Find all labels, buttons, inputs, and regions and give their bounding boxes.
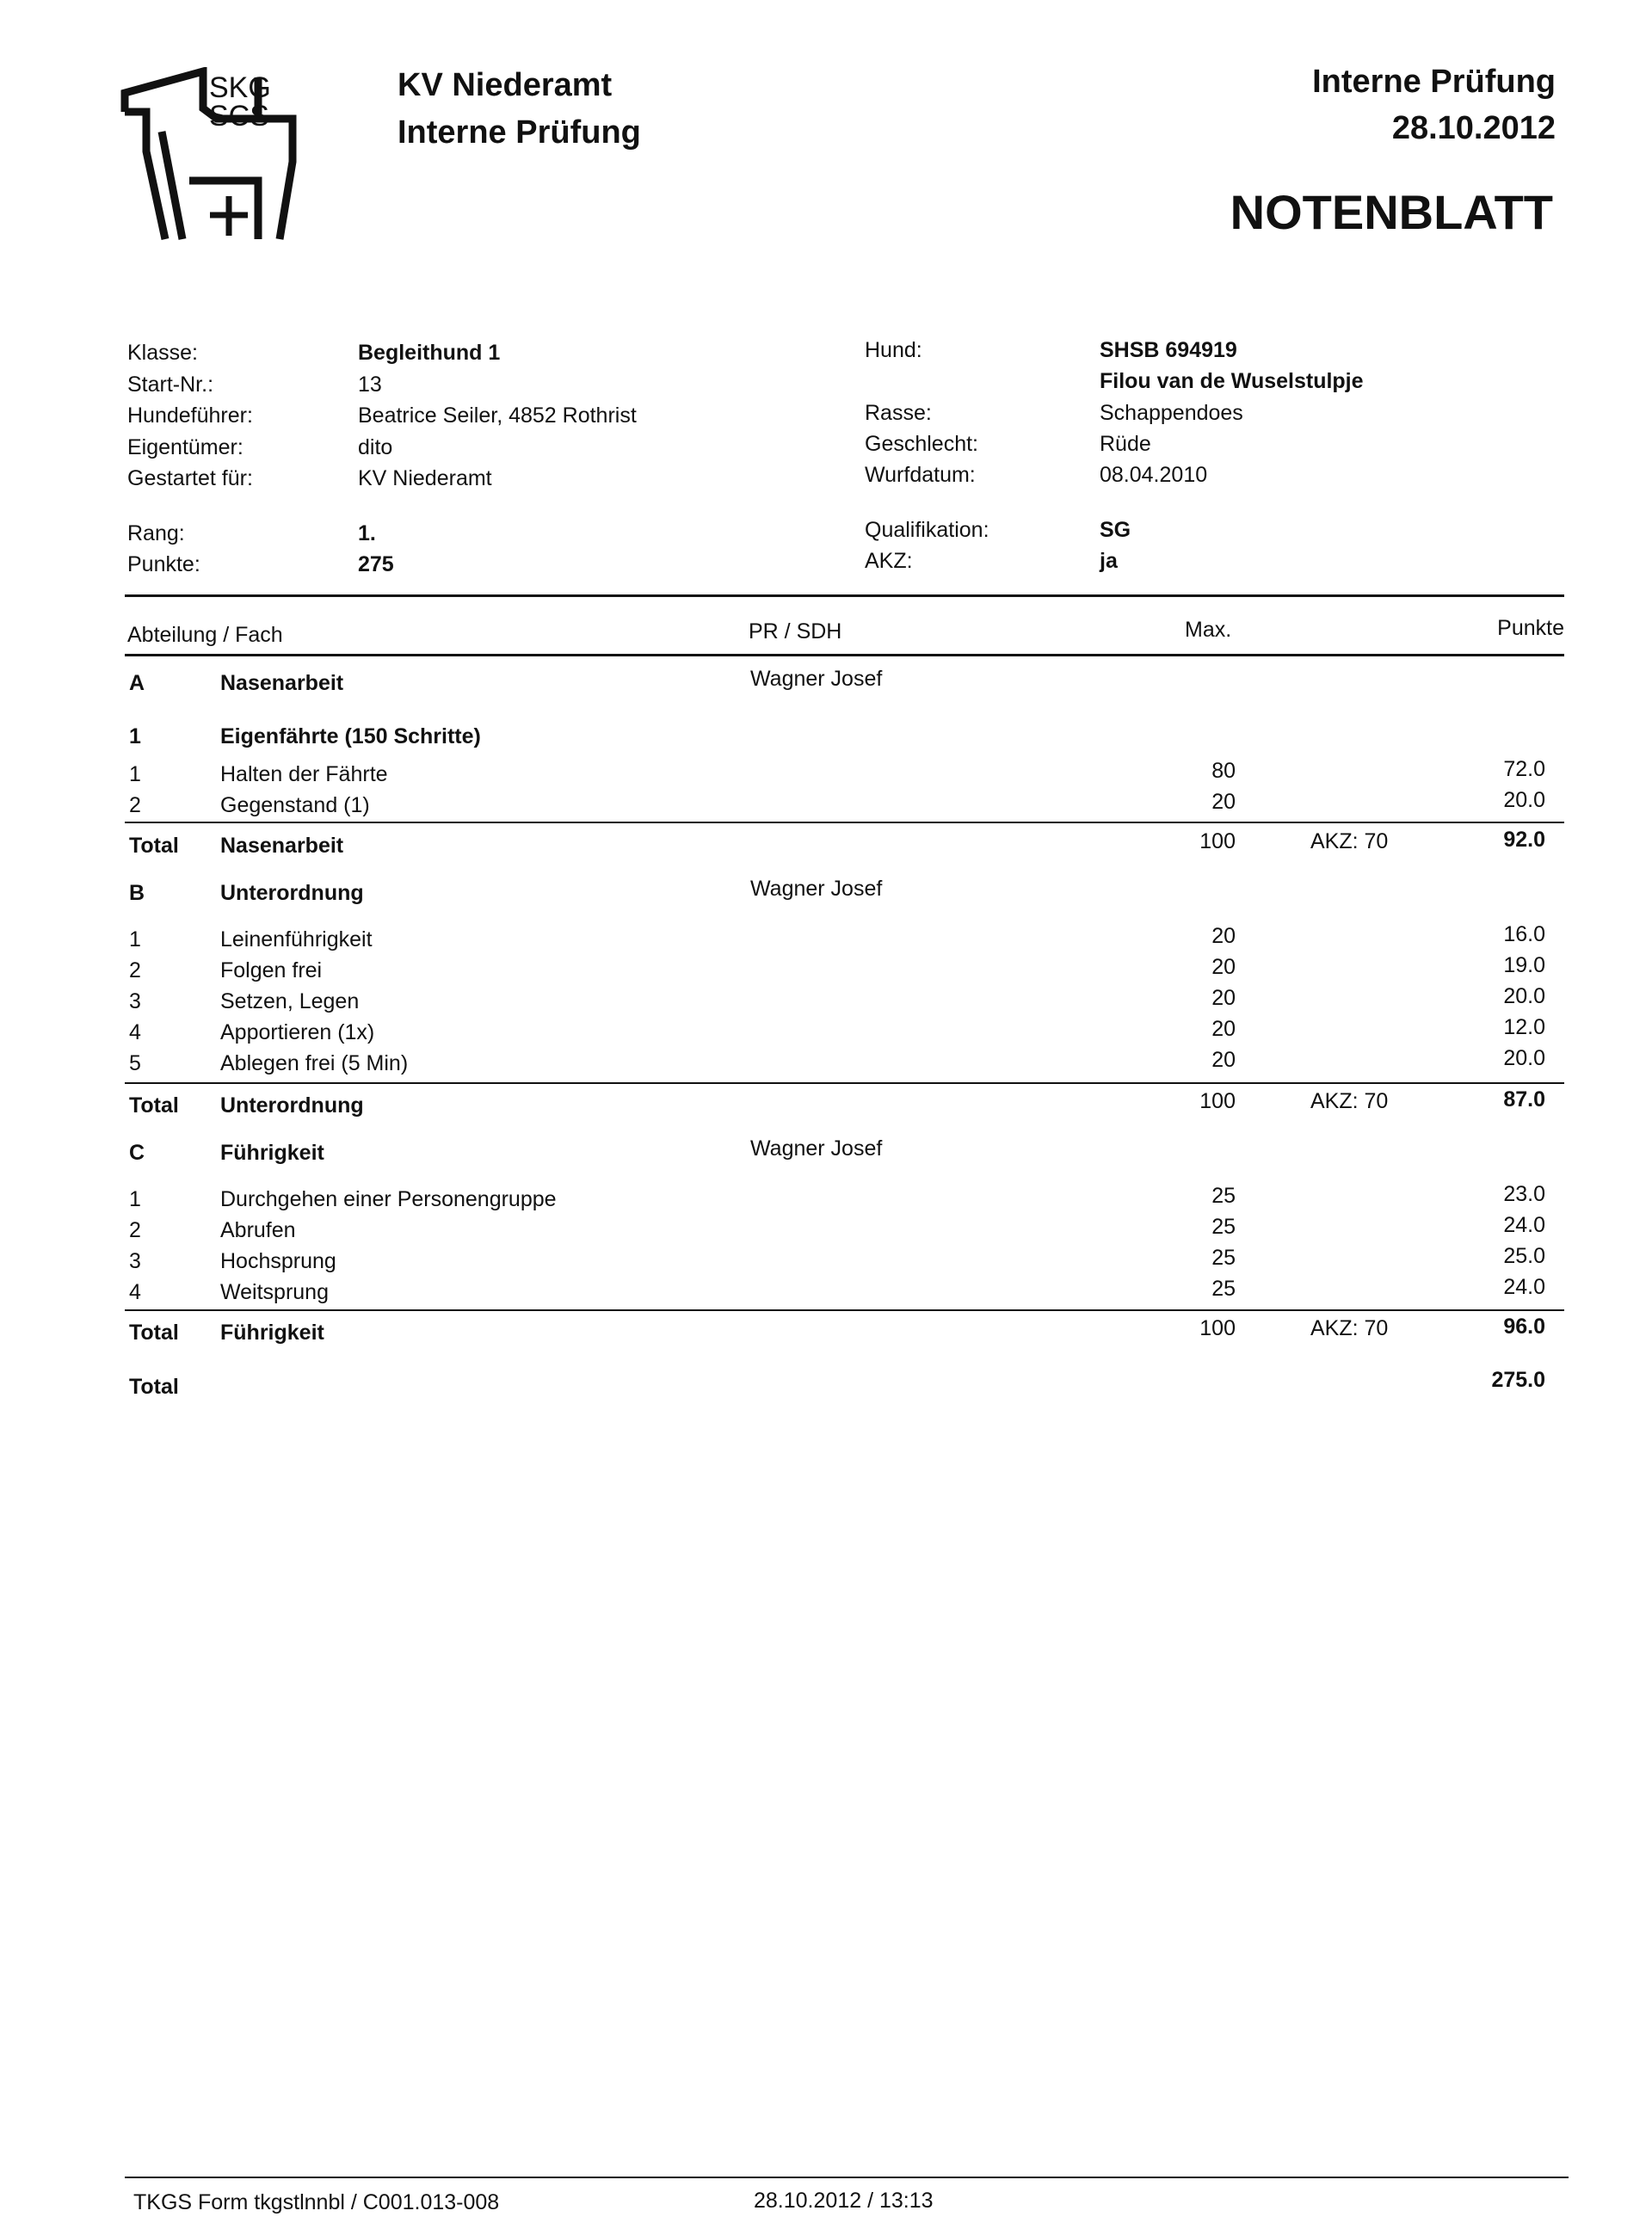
total-label: Total bbox=[129, 1093, 179, 1118]
exercise-no: 3 bbox=[129, 989, 141, 1013]
divider bbox=[125, 594, 1564, 597]
grand-total-label: Total bbox=[129, 1375, 179, 1399]
exercise-max: 25 bbox=[1211, 1184, 1236, 1208]
exercise-no: 5 bbox=[129, 1051, 141, 1075]
info-value: KV Niederamt bbox=[358, 466, 492, 490]
info-label: Gestartet für: bbox=[127, 466, 253, 490]
divider bbox=[125, 1082, 1564, 1084]
exercise-points: 12.0 bbox=[1503, 1015, 1545, 1039]
exercise-max: 25 bbox=[1211, 1246, 1236, 1270]
exercise-no: 2 bbox=[129, 1218, 141, 1242]
exercise-no: 3 bbox=[129, 1249, 141, 1273]
info-label: Start-Nr.: bbox=[127, 373, 214, 397]
total-max: 100 bbox=[1199, 829, 1236, 853]
total-label: Total bbox=[129, 834, 179, 858]
col-header-fach: Abteilung / Fach bbox=[127, 623, 283, 647]
exercise-points: 20.0 bbox=[1503, 1046, 1545, 1070]
total-max: 100 bbox=[1199, 1316, 1236, 1340]
exercise-name: Abrufen bbox=[220, 1218, 296, 1242]
total-points: 96.0 bbox=[1503, 1315, 1545, 1339]
section-code: C bbox=[129, 1141, 145, 1165]
exercise-no: 1 bbox=[129, 927, 141, 951]
exercise-points: 24.0 bbox=[1503, 1213, 1545, 1237]
exercise-max: 20 bbox=[1211, 1048, 1236, 1072]
exercise-no: 4 bbox=[129, 1280, 141, 1304]
footer-form-id: TKGS Form tkgstlnnbl / C001.013-008 bbox=[133, 2190, 500, 2214]
svg-text:SKG: SKG bbox=[209, 71, 271, 104]
info-value: 275 bbox=[358, 552, 394, 576]
exercise-name: Gegenstand (1) bbox=[220, 793, 370, 817]
exercise-points: 16.0 bbox=[1503, 922, 1545, 946]
section-judge: Wagner Josef bbox=[750, 667, 883, 691]
exercise-points: 23.0 bbox=[1503, 1182, 1545, 1206]
right-event-name: Interne Prüfung bbox=[1312, 64, 1556, 100]
section-judge: Wagner Josef bbox=[750, 1136, 883, 1161]
exercise-points: 20.0 bbox=[1503, 788, 1545, 812]
section-code: B bbox=[129, 881, 145, 905]
dog-logo-icon bbox=[120, 67, 301, 243]
divider bbox=[125, 654, 1564, 656]
exercise-max: 20 bbox=[1211, 986, 1236, 1010]
exercise-no: 1 bbox=[129, 762, 141, 786]
divider bbox=[125, 822, 1564, 823]
exercise-name: Halten der Fährte bbox=[220, 762, 388, 786]
exercise-points: 20.0 bbox=[1503, 984, 1545, 1008]
total-points: 87.0 bbox=[1503, 1087, 1545, 1112]
total-name: Unterordnung bbox=[220, 1093, 364, 1118]
exercise-max: 25 bbox=[1211, 1215, 1236, 1239]
info-value: 08.04.2010 bbox=[1100, 463, 1208, 487]
info-value: SHSB 694919 bbox=[1100, 338, 1237, 362]
exercise-points: 72.0 bbox=[1503, 757, 1545, 781]
section-code: A bbox=[129, 671, 145, 695]
info-value: dito bbox=[358, 435, 393, 459]
total-name: Führigkeit bbox=[220, 1321, 324, 1345]
total-label: Total bbox=[129, 1321, 179, 1345]
subsection-no: 1 bbox=[129, 724, 141, 748]
exercise-max: 20 bbox=[1211, 790, 1236, 814]
exercise-no: 2 bbox=[129, 793, 141, 817]
total-akz: AKZ: 70 bbox=[1310, 1089, 1389, 1113]
info-label: Geschlecht: bbox=[865, 432, 979, 456]
exercise-max: 20 bbox=[1211, 955, 1236, 979]
exercise-name: Durchgehen einer Personengruppe bbox=[220, 1187, 557, 1211]
exercise-max: 80 bbox=[1211, 759, 1236, 783]
info-label: Rang: bbox=[127, 521, 185, 545]
page-title: NOTENBLATT bbox=[1230, 185, 1553, 239]
exercise-points: 24.0 bbox=[1503, 1275, 1545, 1299]
grand-total-points: 275.0 bbox=[1491, 1368, 1545, 1392]
info-value: Begleithund 1 bbox=[358, 341, 501, 365]
exercise-no: 4 bbox=[129, 1020, 141, 1044]
total-akz: AKZ: 70 bbox=[1310, 1316, 1389, 1340]
exercise-max: 20 bbox=[1211, 924, 1236, 948]
info-value: SG bbox=[1100, 518, 1131, 542]
exercise-points: 19.0 bbox=[1503, 953, 1545, 977]
section-name: Unterordnung bbox=[220, 881, 364, 905]
divider bbox=[125, 1309, 1564, 1311]
subsection-name: Eigenfährte (150 Schritte) bbox=[220, 724, 481, 748]
info-value: Rüde bbox=[1100, 432, 1151, 456]
section-judge: Wagner Josef bbox=[750, 877, 883, 901]
col-header-max: Max. bbox=[1185, 618, 1232, 642]
total-name: Nasenarbeit bbox=[220, 834, 344, 858]
col-header-points: Punkte bbox=[1497, 616, 1564, 640]
exercise-name: Hochsprung bbox=[220, 1249, 336, 1273]
info-label: Hund: bbox=[865, 338, 922, 362]
info-label: Eigentümer: bbox=[127, 435, 243, 459]
info-label: Punkte: bbox=[127, 552, 200, 576]
info-value: ja bbox=[1100, 549, 1118, 573]
exercise-name: Weitsprung bbox=[220, 1280, 329, 1304]
exercise-no: 1 bbox=[129, 1187, 141, 1211]
info-label: Qualifikation: bbox=[865, 518, 989, 542]
exercise-points: 25.0 bbox=[1503, 1244, 1545, 1268]
exercise-name: Folgen frei bbox=[220, 958, 323, 982]
info-value: 1. bbox=[358, 521, 376, 545]
event-name: Interne Prüfung bbox=[398, 114, 641, 151]
exercise-no: 2 bbox=[129, 958, 141, 982]
total-points: 92.0 bbox=[1503, 828, 1545, 852]
total-akz: AKZ: 70 bbox=[1310, 829, 1389, 853]
exercise-name: Leinenführigkeit bbox=[220, 927, 373, 951]
exercise-name: Apportieren (1x) bbox=[220, 1020, 375, 1044]
exercise-max: 20 bbox=[1211, 1017, 1236, 1041]
skg-scs-logo bbox=[120, 67, 301, 243]
total-max: 100 bbox=[1199, 1089, 1236, 1113]
exercise-max: 25 bbox=[1211, 1277, 1236, 1301]
exercise-name: Setzen, Legen bbox=[220, 989, 360, 1013]
info-value: 13 bbox=[358, 373, 382, 397]
section-name: Führigkeit bbox=[220, 1141, 324, 1165]
svg-text:SCS: SCS bbox=[209, 100, 269, 132]
info-label: Rasse: bbox=[865, 401, 932, 425]
info-label: AKZ: bbox=[865, 549, 913, 573]
info-value: Beatrice Seiler, 4852 Rothrist bbox=[358, 403, 637, 428]
exercise-name: Ablegen frei (5 Min) bbox=[220, 1051, 409, 1075]
info-label: Wurfdatum: bbox=[865, 463, 976, 487]
footer-divider bbox=[125, 2177, 1569, 2178]
org-name: KV Niederamt bbox=[398, 67, 613, 103]
info-value: Schappendoes bbox=[1100, 401, 1243, 425]
info-label: Klasse: bbox=[127, 341, 198, 365]
event-date: 28.10.2012 bbox=[1391, 110, 1556, 146]
footer-print-date: 28.10.2012 / 13:13 bbox=[754, 2189, 934, 2213]
info-value: Filou van de Wuselstulpje bbox=[1100, 369, 1364, 393]
section-name: Nasenarbeit bbox=[220, 671, 344, 695]
info-label: Hundeführer: bbox=[127, 403, 253, 428]
col-header-judge: PR / SDH bbox=[749, 619, 842, 644]
